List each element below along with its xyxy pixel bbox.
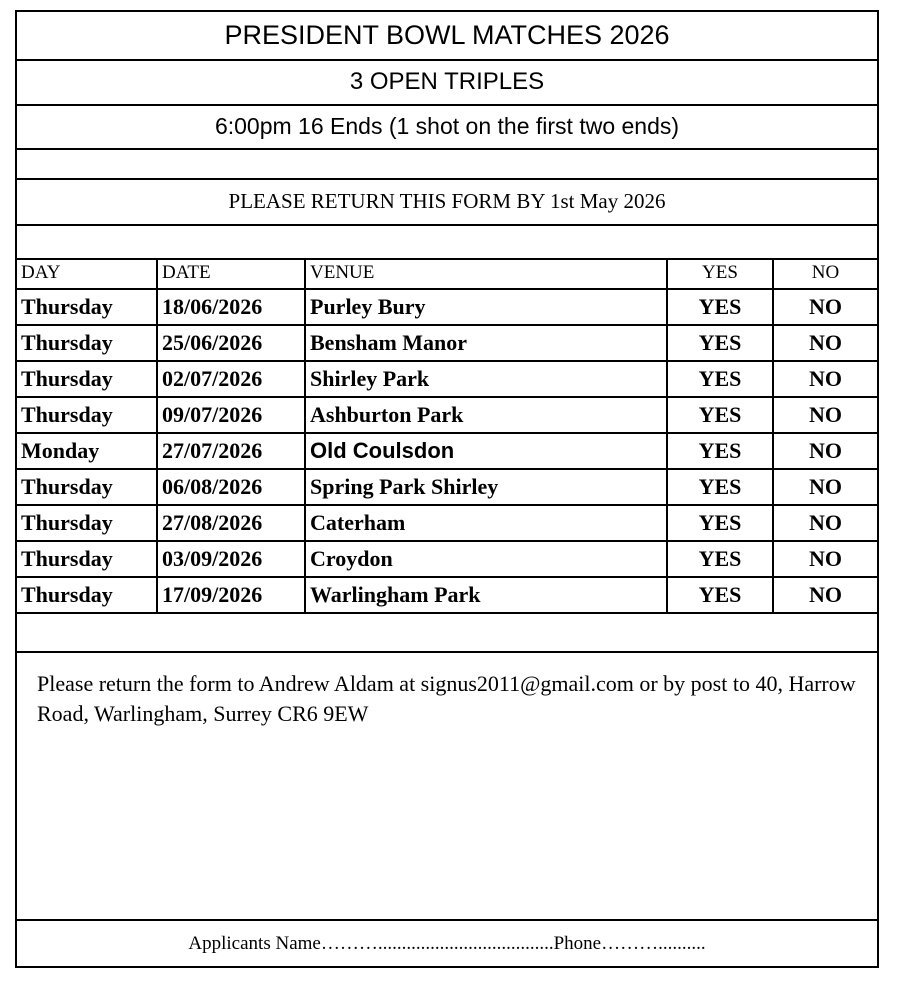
blank-row	[17, 148, 877, 180]
date-cell: 18/06/2026	[157, 289, 305, 325]
no-option[interactable]: NO	[773, 577, 877, 613]
yes-option[interactable]: YES	[667, 577, 773, 613]
yes-option[interactable]: YES	[667, 541, 773, 577]
no-option[interactable]: NO	[773, 397, 877, 433]
no-option[interactable]: NO	[773, 433, 877, 469]
entry-form	[15, 10, 879, 968]
table-header-row	[17, 258, 877, 289]
venue-cell: Old Coulsdon	[305, 433, 667, 469]
column-header-day: DAY	[17, 258, 157, 289]
table-row	[17, 433, 877, 469]
table-row	[17, 577, 877, 613]
table-row	[17, 397, 877, 433]
table-row	[17, 541, 877, 577]
form-title: PRESIDENT BOWL MATCHES 2026	[17, 12, 877, 61]
day-cell: Monday	[17, 433, 157, 469]
day-cell: Thursday	[17, 325, 157, 361]
column-header-venue: VENUE	[305, 258, 667, 289]
venue-cell: Bensham Manor	[305, 325, 667, 361]
yes-option[interactable]: YES	[667, 289, 773, 325]
venue-cell: Ashburton Park	[305, 397, 667, 433]
table-row	[17, 469, 877, 505]
venue-cell: Purley Bury	[305, 289, 667, 325]
venue-cell: Shirley Park	[305, 361, 667, 397]
date-cell: 27/08/2026	[157, 505, 305, 541]
table-row	[17, 325, 877, 361]
table-row	[17, 361, 877, 397]
blank-row	[17, 224, 877, 260]
date-cell: 27/07/2026	[157, 433, 305, 469]
return-by-notice: PLEASE RETURN THIS FORM BY 1st May 2026	[17, 178, 877, 226]
yes-option[interactable]: YES	[667, 469, 773, 505]
column-header-no: NO	[773, 258, 877, 289]
table-row	[17, 289, 877, 325]
day-cell: Thursday	[17, 289, 157, 325]
column-header-date: DATE	[157, 258, 305, 289]
column-header-yes: YES	[667, 258, 773, 289]
date-cell: 02/07/2026	[157, 361, 305, 397]
table-row	[17, 505, 877, 541]
no-option[interactable]: NO	[773, 325, 877, 361]
date-cell: 06/08/2026	[157, 469, 305, 505]
yes-option[interactable]: YES	[667, 433, 773, 469]
no-option[interactable]: NO	[773, 505, 877, 541]
day-cell: Thursday	[17, 541, 157, 577]
form-subtitle: 3 OPEN TRIPLES	[17, 59, 877, 106]
venue-cell: Warlingham Park	[305, 577, 667, 613]
match-time-info: 6:00pm 16 Ends (1 shot on the first two ends)	[17, 104, 877, 150]
no-option[interactable]: NO	[773, 541, 877, 577]
blank-row	[17, 615, 877, 653]
yes-option[interactable]: YES	[667, 505, 773, 541]
date-cell: 09/07/2026	[157, 397, 305, 433]
yes-option[interactable]: YES	[667, 397, 773, 433]
date-cell: 25/06/2026	[157, 325, 305, 361]
no-option[interactable]: NO	[773, 361, 877, 397]
day-cell: Thursday	[17, 469, 157, 505]
yes-option[interactable]: YES	[667, 361, 773, 397]
venue-cell: Spring Park Shirley	[305, 469, 667, 505]
applicant-details-line[interactable]: Applicants Name……….....................................Phone………..........	[17, 919, 877, 966]
no-option[interactable]: NO	[773, 289, 877, 325]
day-cell: Thursday	[17, 361, 157, 397]
venue-cell: Croydon	[305, 541, 667, 577]
yes-option[interactable]: YES	[667, 325, 773, 361]
date-cell: 03/09/2026	[157, 541, 305, 577]
date-cell: 17/09/2026	[157, 577, 305, 613]
venue-cell: Caterham	[305, 505, 667, 541]
matches-table	[17, 258, 877, 614]
no-option[interactable]: NO	[773, 469, 877, 505]
return-instructions: Please return the form to Andrew Aldam at signus2011@gmail.com or by post to 40, Harrow Road, Warlingham, Surrey CR6 9EW	[37, 671, 856, 726]
day-cell: Thursday	[17, 577, 157, 613]
day-cell: Thursday	[17, 397, 157, 433]
day-cell: Thursday	[17, 505, 157, 541]
